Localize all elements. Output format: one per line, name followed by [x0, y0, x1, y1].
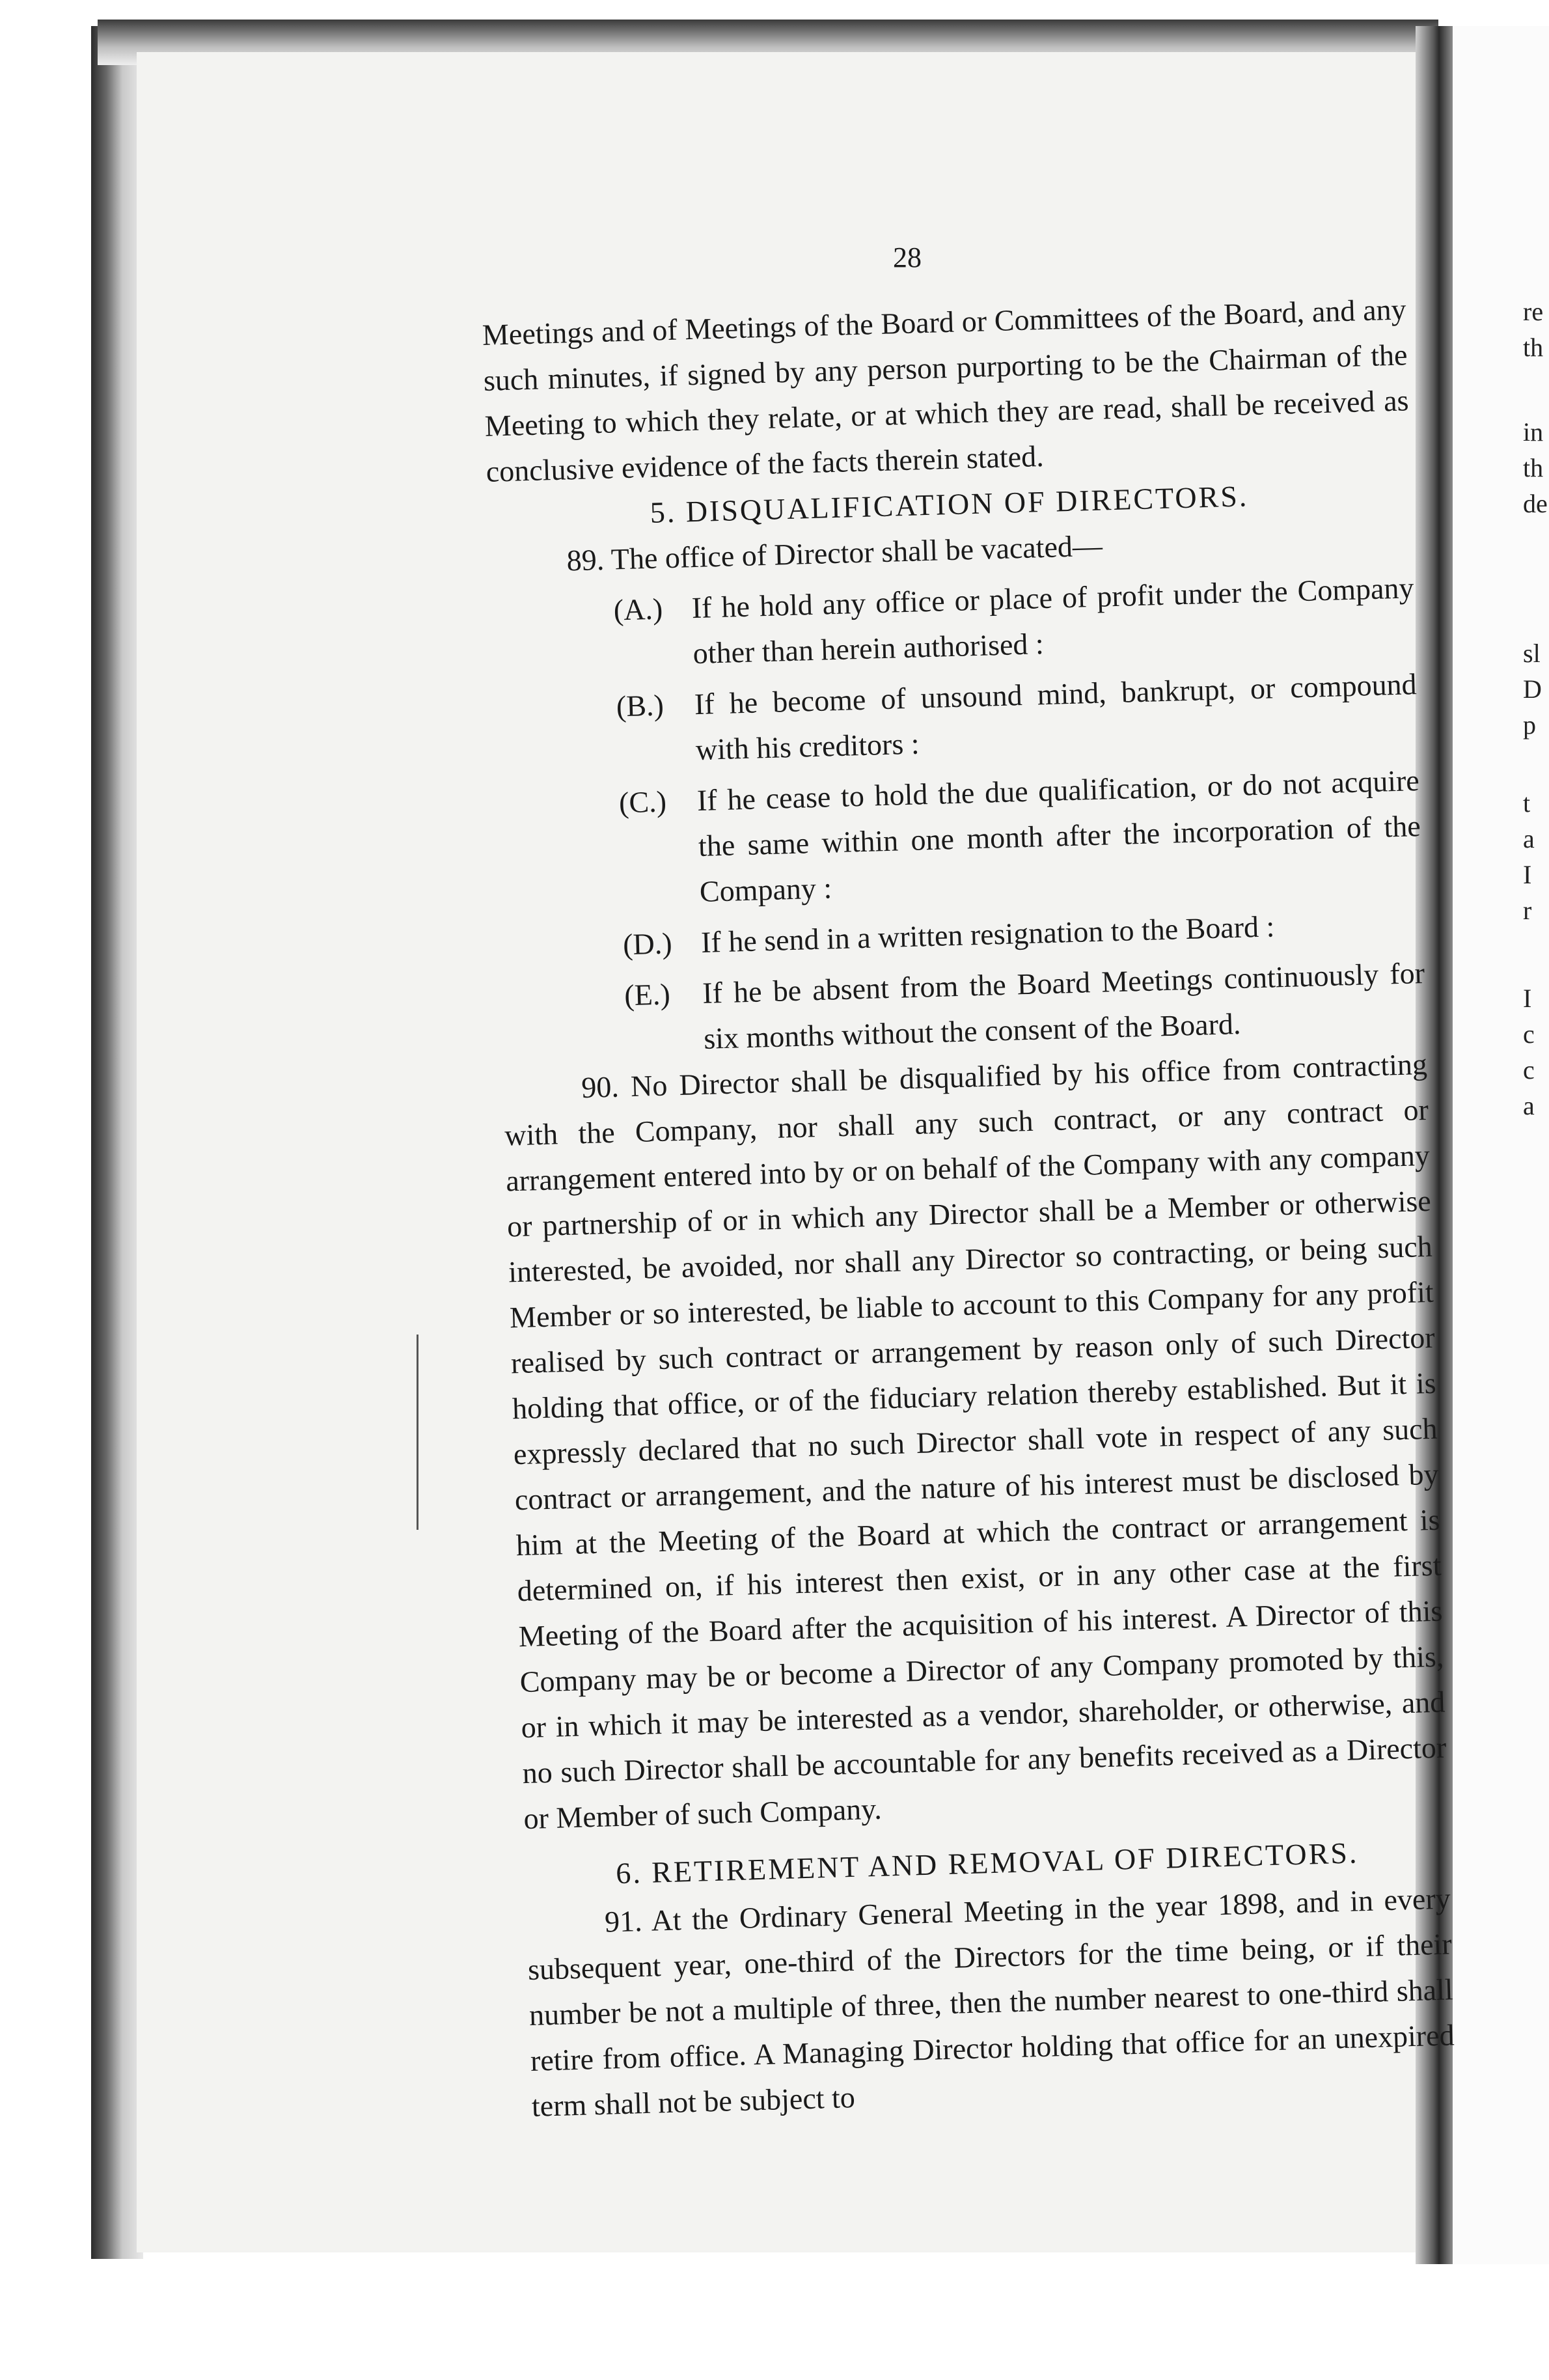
- fragment: c: [1523, 1055, 1535, 1085]
- page-number: 28: [893, 242, 922, 273]
- clause-89-lead: 89. The office of Director shall be vacated—: [566, 529, 1103, 577]
- item-label: (B.): [616, 688, 665, 723]
- fragment: sl: [1523, 639, 1541, 668]
- fragment: t: [1523, 788, 1531, 818]
- item-label: (E.): [624, 977, 671, 1012]
- book-edge: [91, 26, 143, 2259]
- section-heading-retirement: 6. RETIREMENT AND REMOVAL OF DIRECTORS.: [615, 1836, 1360, 1890]
- intro-paragraph: Meetings and of Meetings of the Board or Committees of the Board, and any such minutes, if signed by any person purporting to be the Chairman of the Meeting to which they relate, or at which they are read, shall be received as conclusive evidence of the facts therein stated.: [482, 292, 1410, 488]
- fragment: r: [1523, 896, 1532, 925]
- fragment: c: [1523, 1019, 1535, 1049]
- margin-pencil-mark: [417, 1335, 418, 1530]
- fragment: re: [1523, 297, 1544, 326]
- fragment: D: [1523, 674, 1542, 704]
- item-text: If he cease to hold the due qualification, or do not acquire the same within one month after the incorporation of the Company :: [696, 764, 1421, 908]
- clause-91: 91. At the Ordinary General Meeting in the year 1898, and in every subsequent year, one-third of the Directors for the time being, or if their number be not a multiple of three, then the number nearest to one-third shall retire from office. A Managing Director holding that office for an unexpired term shall not be subject to: [527, 1881, 1455, 2123]
- item-label: (A.): [613, 592, 663, 627]
- fragment: a: [1523, 1091, 1535, 1120]
- fragment: a: [1523, 824, 1535, 853]
- clause-89-item: [489, 565, 1416, 682]
- item-label: (D.): [622, 926, 673, 962]
- item-text: If he become of unsound mind, bankrupt, or compound with his creditors :: [694, 667, 1418, 767]
- scan-bottom-margin: [0, 2264, 1549, 2380]
- page-body: [482, 286, 1456, 2129]
- clause-89-item: [492, 661, 1418, 779]
- clause-90: 90. No Director shall be disqualified by his office from contracting with the Company, nor shall any such contract, or any contract or arrangement entered into by or on behalf of the Company with any company or partnership of or in which any Director shall be a Member or otherwise interested, be avoided, nor shall any Director so contracting, or being such Member or so interested, be liable to account to this Company for any profit realised by such contract or arrangement by reason only of such Director holding that office, or of the fiduciary relation thereby established. But it is expressly declared that no such Director shall vote in respect of any such contract or arrangement, and the nature of his interest must be disclosed by him at the Meeting of the Board at which the contract or arrangement is determined on, if his interest then exist, or in any other case at the first Meeting of the Board after the acquisition of his interest. A Director of this Company may be or become a Director of any Company promoted by this, or in which it may be interested as a vendor, shareholder, or otherwise, and no such Director shall be accountable for any benefits received as a Director or Member of such Company.: [504, 1047, 1447, 1836]
- item-text: If he be absent from the Board Meetings continuously for six months without the consent of the Board.: [702, 956, 1425, 1055]
- fragment: I: [1523, 984, 1532, 1013]
- fragment: p: [1523, 710, 1536, 740]
- clause-89-item: [495, 758, 1422, 920]
- item-text: If he hold any office or place of profit under the Company other than herein authorised :: [691, 571, 1415, 671]
- fragment: th: [1523, 453, 1544, 482]
- fragment: th: [1523, 333, 1544, 362]
- item-label: (C.): [618, 784, 667, 820]
- section-heading-disqualification: 5. DISQUALIFICATION OF DIRECTORS.: [650, 479, 1249, 529]
- fragment: in: [1523, 417, 1544, 447]
- fragment: de: [1523, 489, 1548, 518]
- fragment: I: [1523, 860, 1532, 889]
- item-text: If he send in a written resignation to the Board :: [700, 909, 1275, 959]
